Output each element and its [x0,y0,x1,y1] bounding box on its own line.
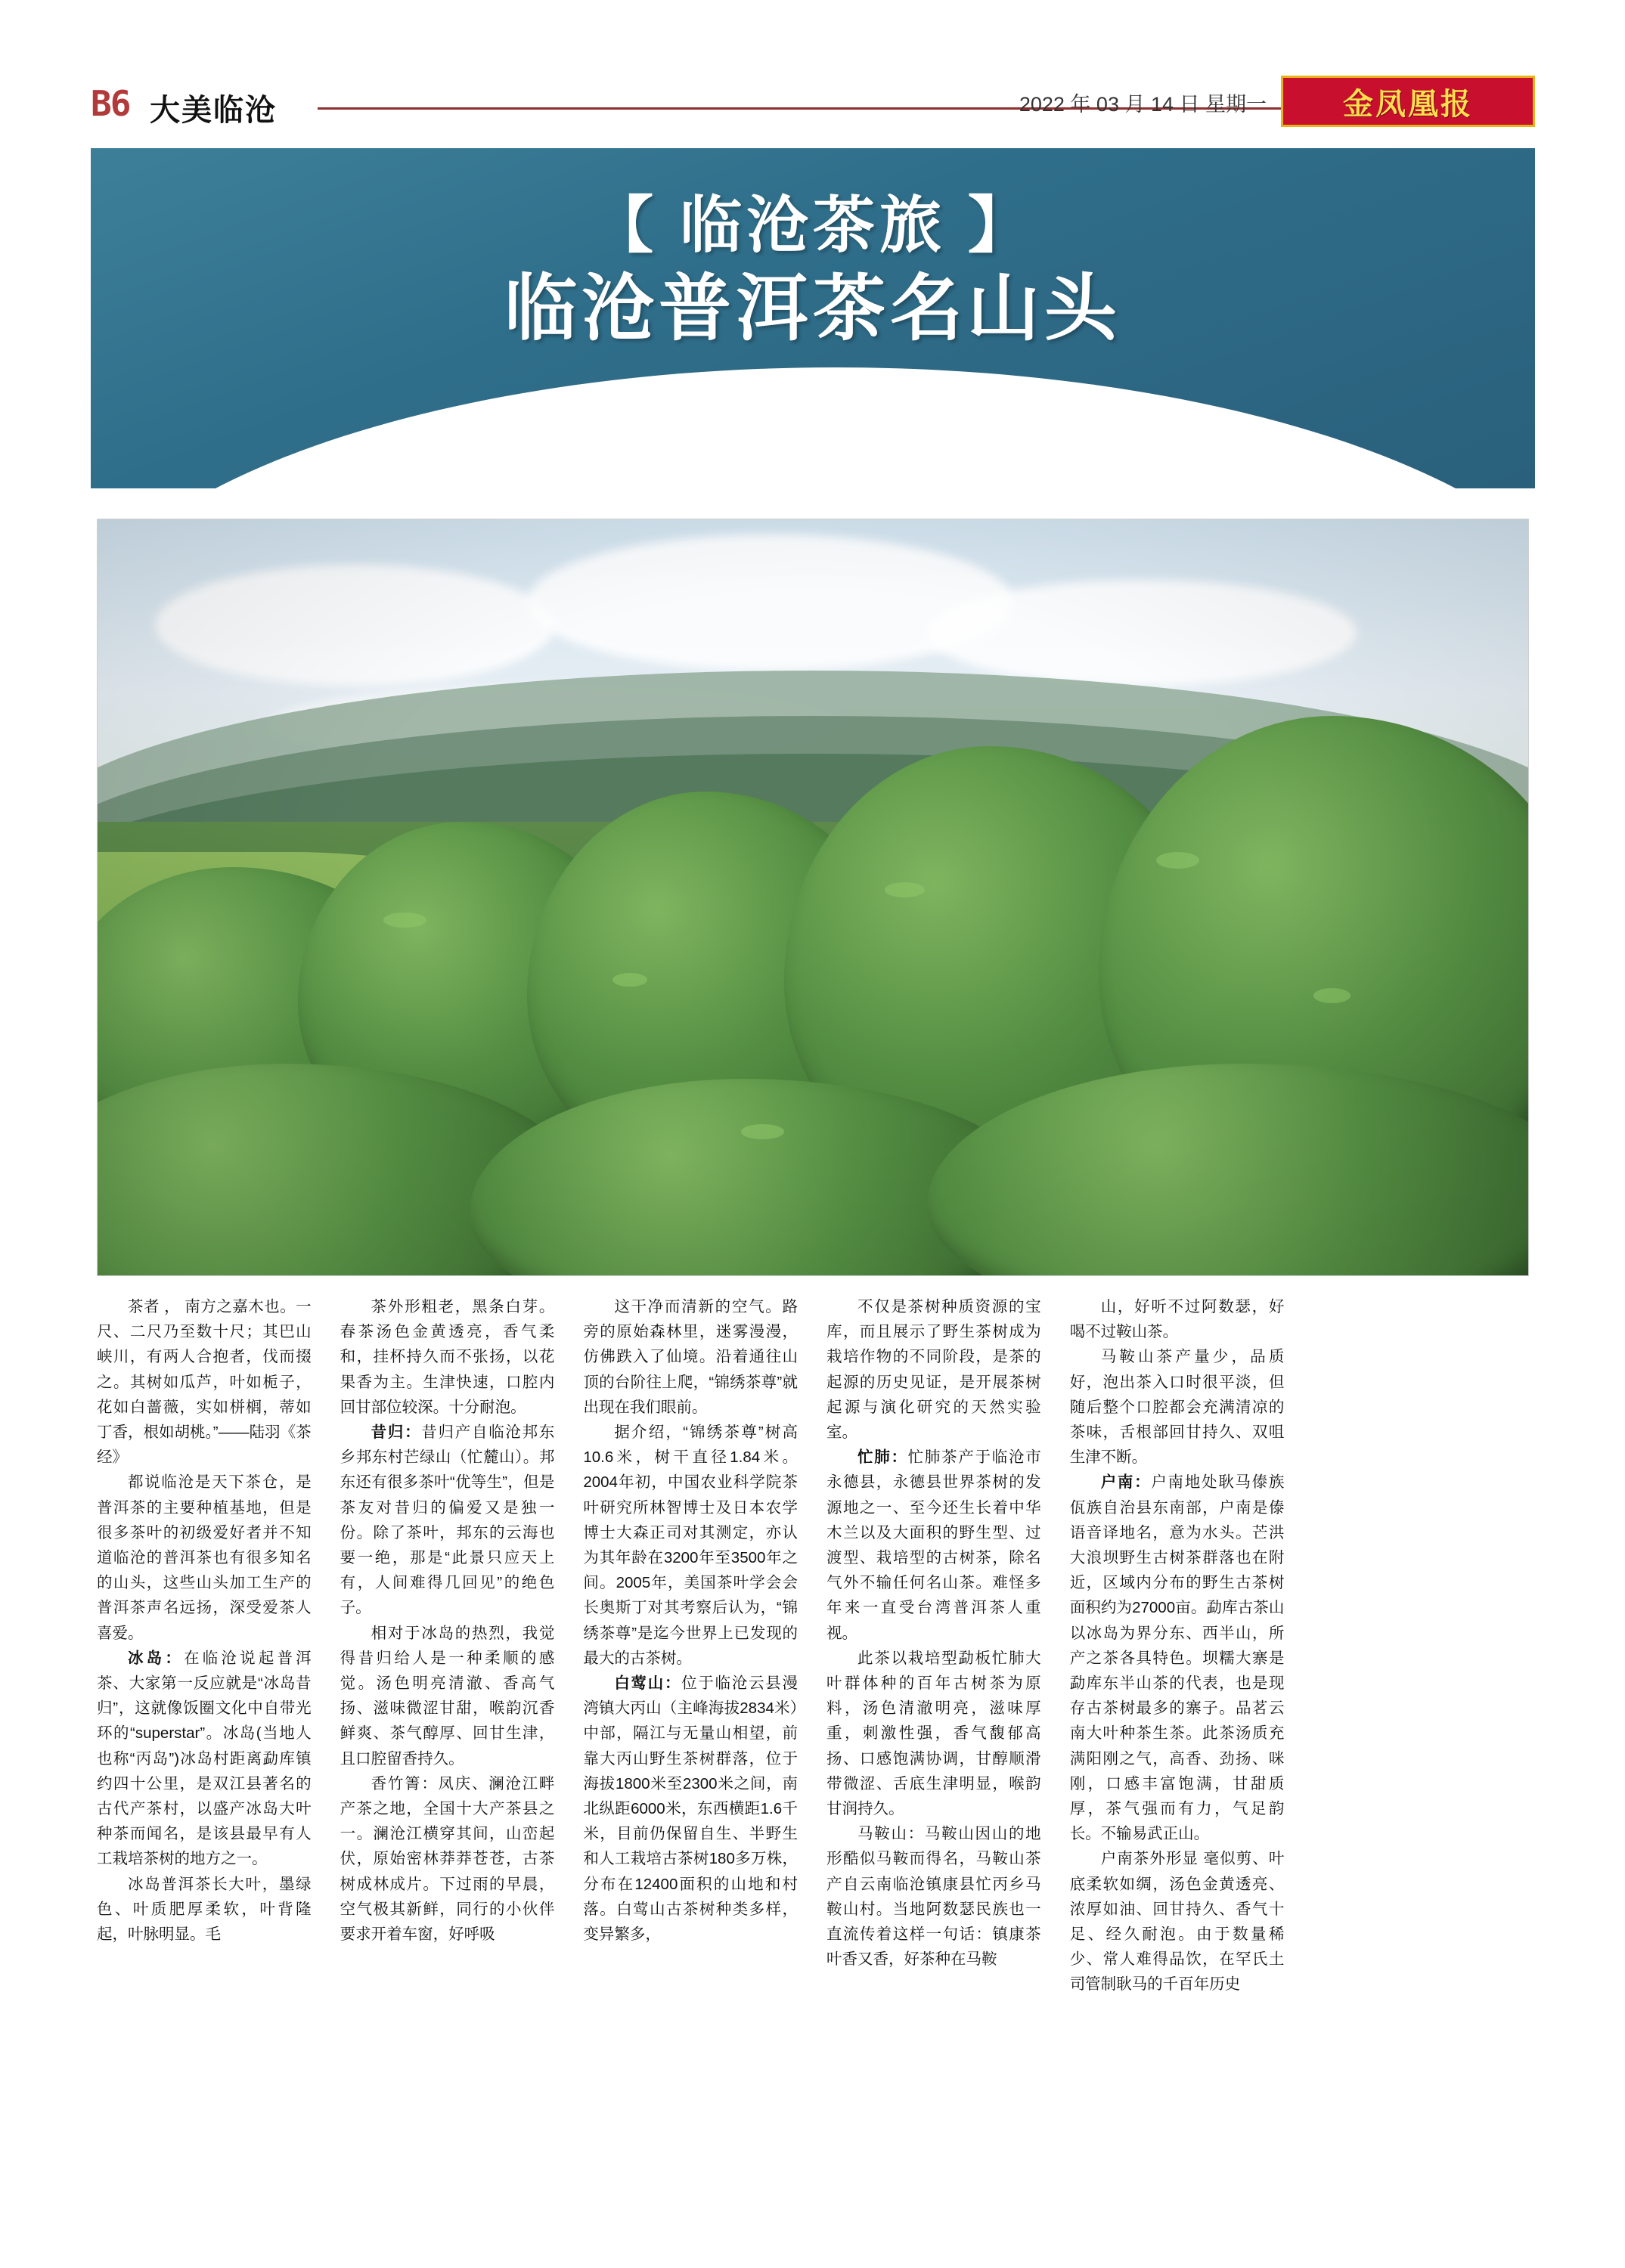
paper-logo [1281,76,1535,127]
article-paragraph: 山，好听不过阿数瑟，好喝不过鞍山茶。 [1069,1298,1285,1341]
article-paragraph: 此茶以栽培型勐板忙肺大叶群体种的百年古树茶为原料，汤色清澈明亮，滋味厚重，刺激性强，香气馥郁高扬、口感饱满协调，甘醇顺滑带微涩、舌底生津明显，喉韵甘润持久。 [826,1649,1041,1818]
article-paragraph: 相对于冰岛的热烈，我觉得昔归给人是一种柔顺的感觉。汤色明亮清澈、香高气扬、滋味微涩甘甜，喉韵沉香鲜爽、茶气醇厚、回甘生津，且口腔留香持久。 [340,1624,555,1768]
paragraph-lead-in: 白莺山： [614,1675,682,1693]
article-paragraph: 马鞍山：马鞍山因山的地形酷似马鞍而得名，马鞍山茶产自云南临沧镇康县忙丙乡马鞍山村。当地阿数瑟民族也一直流传着这样一句话：镇康茶叶香又香，好茶种在马鞍 [826,1825,1041,1969]
article-paragraph: 马鞍山茶产量少，品质好，泡出茶入口时很平淡，但随后整个口腔都会充满清凉的茶味，舌根部回甘持久、双咀生津不断。 [1069,1348,1285,1467]
page-folio: B6 [91,83,130,124]
article-paragraph: 香竹箐：凤庆、澜沧江畔产茶之地，全国十大产茶县之一。澜沧江横穿其间，山峦起伏，原始密林莽莽苍苍，古茶树成林成片。下过雨的早晨，空气极其新鲜，同行的小伙伴要求开着车窗，好呼吸 [340,1774,555,1944]
paragraph-lead-in: 户南： [1100,1473,1152,1492]
publication-date: 2022 年 03 月 14 日 星期一 [1019,93,1267,116]
article-paragraph: 冰岛普洱茶长大叶，墨绿色、叶质肥厚柔软，叶背隆起，叶脉明显。毛 [97,1875,312,1944]
article-column [1070,1294,1285,2209]
article-paragraph: 不仅是茶树种质资源的宝库，而且展示了野生茶树成为栽培作物的不同阶段，是茶的起源的历史见证，是开展茶树起源与演化研究的天然实验室。 [826,1298,1041,1442]
article-column [826,1294,1041,2209]
article-column [1313,1294,1527,2209]
photo-vignette [98,519,1528,1275]
paragraph-lead-in: 昔归： [371,1424,422,1442]
article-paragraph: 户南：户南地处耿马傣族佤族自治县东南部，户南是傣语音译地名，意为水头。芒洪大浪坝野生古树茶群落也在附近，区域内分布的野生古茶树面积约为27000亩。勐库古茶山以冰岛为界分东、西半山，所产之茶各具特色。坝糯大寨是勐库东半山茶的代表，也是现存古茶树最多的寨子。品茗云南大叶种茶生茶。此茶汤质充满阳刚之气，高香、劲扬、咪刚，口感丰富饱满，甘甜质厚，茶气强而有力，气足韵长。不输易武正山。 [1069,1473,1285,1843]
banner-title [91,187,1535,352]
headline-kicker: 【 临沧茶旅 】 [591,191,1034,260]
paragraph-lead-in: 冰岛： [128,1649,185,1667]
headline-main: 临沧普洱茶名山头 [504,268,1121,349]
article-paragraph: 冰岛：在临沧说起普洱茶、大家第一反应就是“冰岛昔归”，这就像饭圈文化中自带光环的“superstar”。冰岛(当地人也称“丙岛”)冰岛村距离勐库镇约四十公里，是双江县著名的古代产茶村，以盛产冰岛大叶种茶而闻名，是该县最早有人工栽培茶树的地方之一。 [97,1649,312,1868]
article-paragraph: 昔归：昔归产自临沧邦东乡邦东村芒绿山（忙麓山）。邦东还有很多茶叶“优等生”，但是茶友对昔归的偏爱又是独一份。除了茶叶，邦东的云海也要一绝，那是“此景只应天上有，人间难得几回见”的绝色子。 [340,1424,555,1617]
article-paragraph: 茶外形粗老，黑条白芽。春茶汤色金黄透亮，香气柔和，挂杯持久而不张扬，以花果香为主。生津快速，口腔内回甘部位较深。十分耐泡。 [340,1298,555,1416]
article-column [340,1294,555,2209]
article-paragraph: 都说临沧是天下茶仓，是普洱茶的主要种植基地，但是很多茶叶的初级爱好者并不知道临沧的普洱茶也有很多知名的山头，这些山头加工生产的普洱茶声名远扬，深受爱茶人喜爱。 [97,1473,312,1642]
masthead [91,82,1535,136]
tea-plantation-photo [97,519,1529,1276]
article-paragraph: 白莺山：位于临沧云县漫湾镇大丙山（主峰海拔2834米）中部，隔江与无量山相望，前靠大丙山野生茶树群落，位于海拔1800米至2300米之间，南北纵距6000米，东西横距1.6千米，目前仍保留自生、半野生和人工栽培古茶树180多万株，分布在12400面积的山地和村落。白莺山古茶树种类多样，变异繁多， [583,1675,799,1944]
article-paragraph: 茶者 ， 南方之嘉木也。一尺、二尺乃至数十尺；其巴山峡川，有两人合抱者，伐而掇之。其树如瓜芦，叶如栀子，花如白蔷薇，实如栟榈，蒂如丁香，根如胡桃。”——陆羽《茶经》 [97,1298,312,1467]
article-paragraph: 户南茶外形显 毫似剪、叶底柔软如绸，汤色金黄透亮、浓厚如油、回甘持久、香气十足、经久耐泡。由于数量稀少、常人难得品饮，在罕氏土司管制耿马的千百年历史 [1069,1850,1285,1994]
article-paragraph: 忙肺：忙肺茶产于临沧市永德县，永德县世界茶树的发源地之一、至今还生长着中华木兰以及大面积的野生型、过渡型、栽培型的古树茶，除名气外不输任何名山茶。难怪多年来一直受台湾普洱茶人重视。 [826,1448,1041,1642]
section-title: 大美临沧 [150,94,277,127]
paragraph-lead-in: 忙肺： [857,1448,908,1467]
article-paragraph: 据介绍，“锦绣茶尊”树高10.6米，树干直径1.84米。2004年初，中国农业科学院茶叶研究所林智博士及日本农学博士大森正司对其测定，亦认为其年龄在3200年至3500年之间。2005年，美国茶叶学会会长奥斯丁对其考察后认为，“锦绣茶尊”是迄今世界上已发现的最大的古茶树。 [583,1424,799,1667]
article-body [97,1294,1527,2209]
article-paragraph: 这干净而清新的空气。路旁的原始森林里，迷雾漫漫，仿佛跌入了仙境。沿着通往山顶的台阶往上爬，“锦绣茶尊”就出现在我们眼前。 [583,1298,799,1416]
article-column [97,1294,312,2209]
headline-banner [91,148,1535,488]
paper-logo-text: 金凤凰报 [1343,87,1473,121]
article-column [583,1294,798,2209]
